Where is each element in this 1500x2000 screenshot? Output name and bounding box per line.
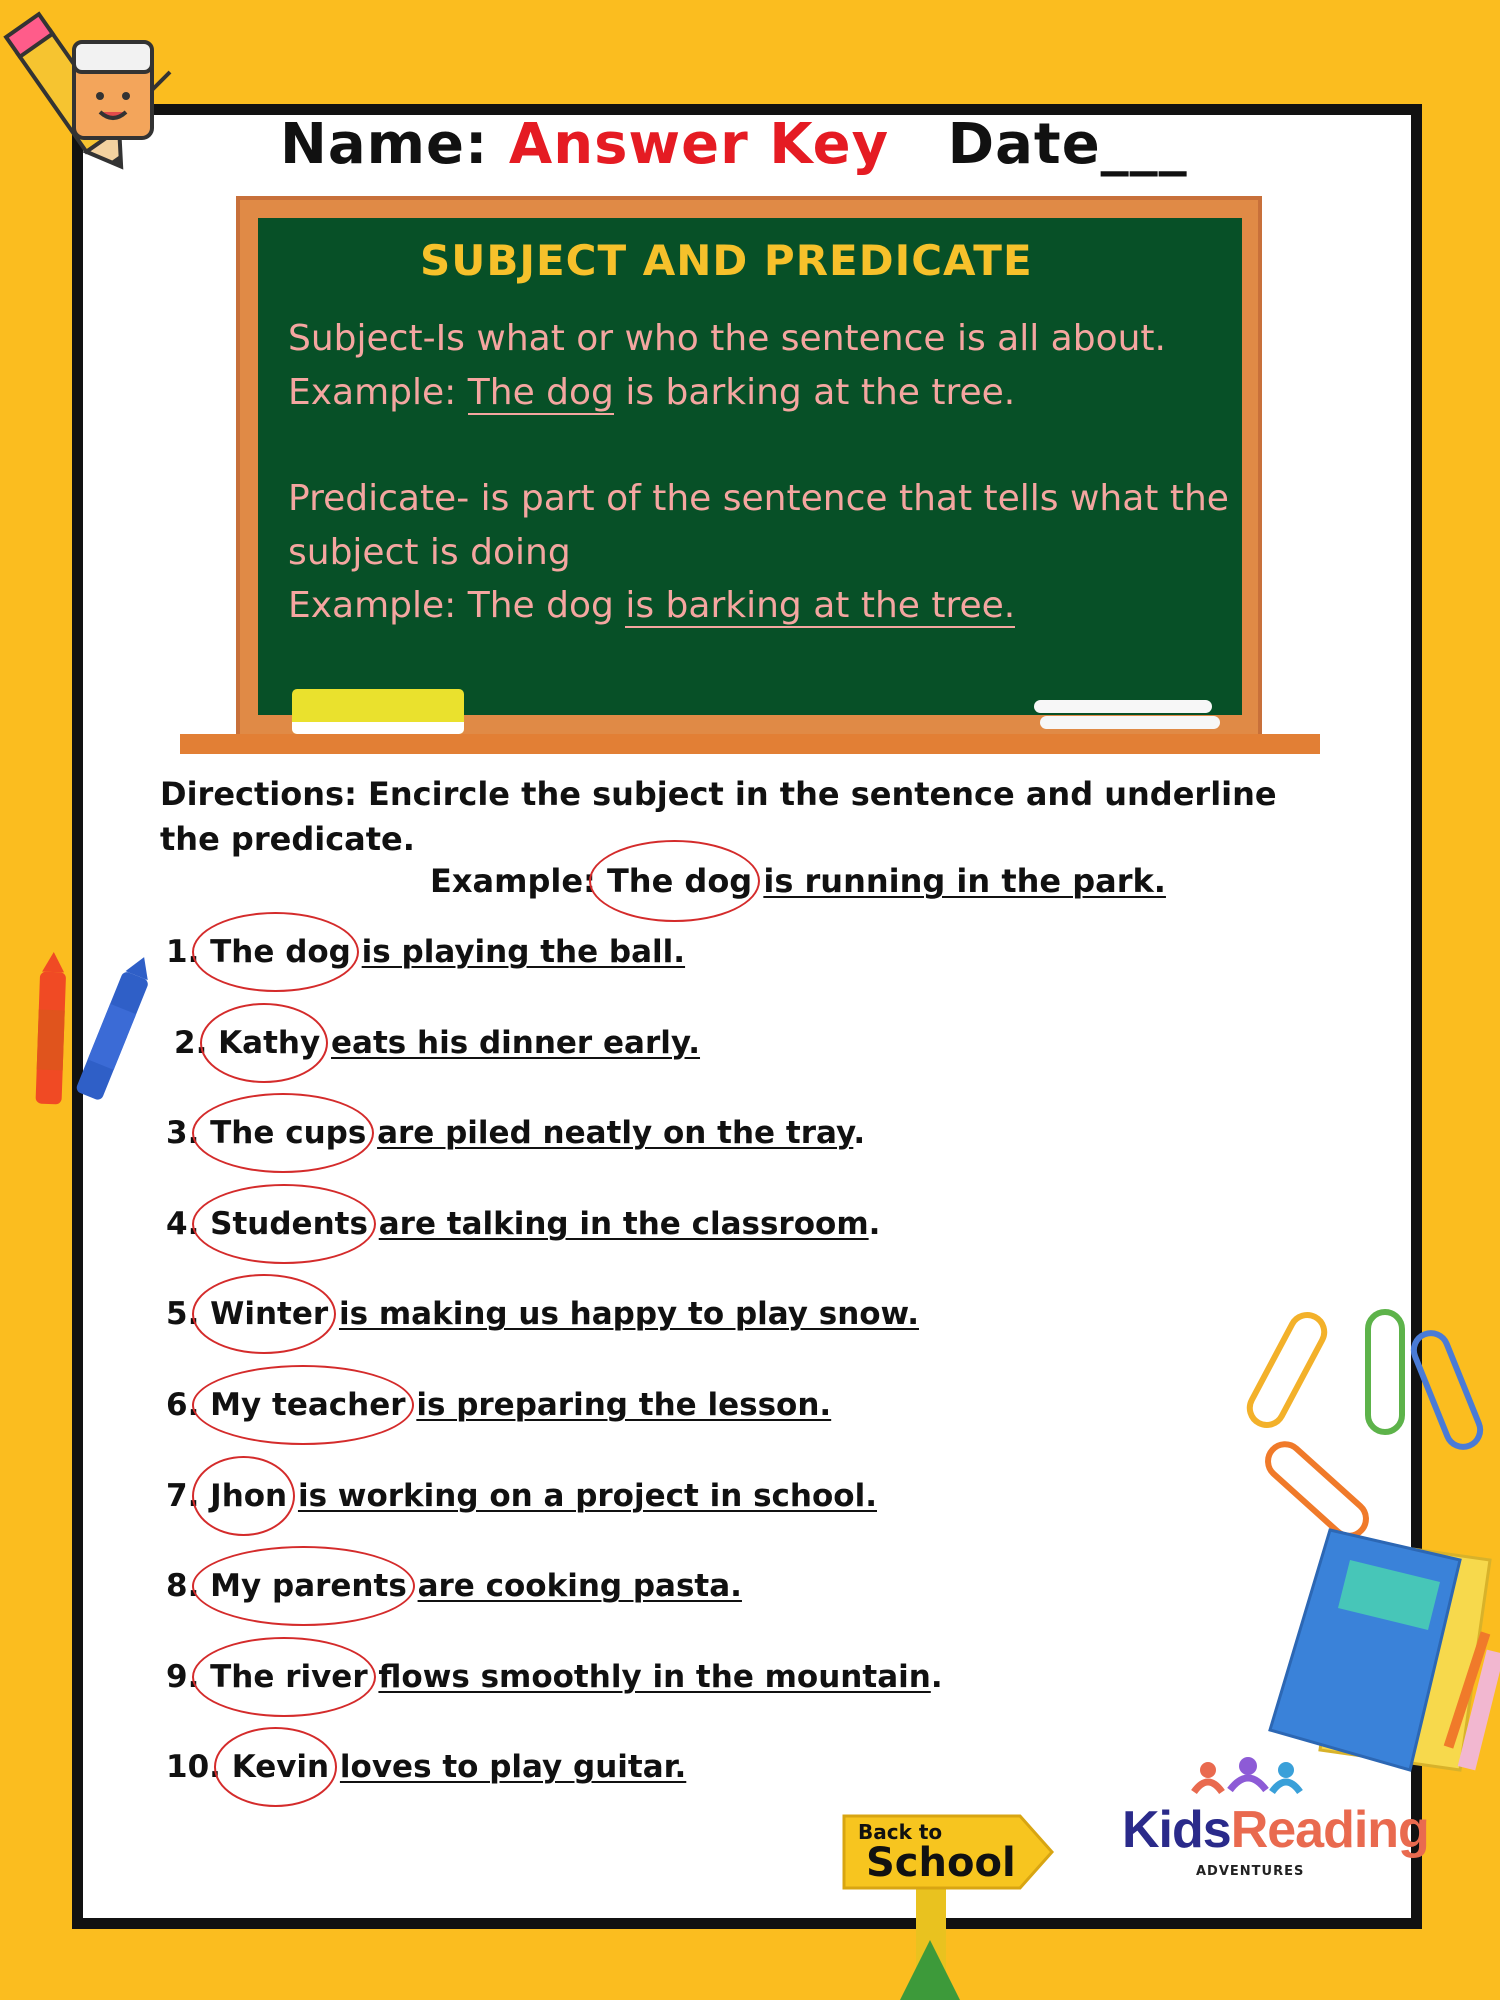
item-predicate: loves to play guitar. [339, 1749, 687, 1786]
example-predicate: is running in the park. [763, 862, 1166, 900]
name-value: Answer Key [508, 112, 890, 177]
item-number: 10. [166, 1749, 221, 1786]
directions: Directions: Encircle the subject in the sentence and underline the predicate. [160, 775, 1277, 858]
kids-logo-icon [1188, 1756, 1308, 1802]
date-label: Date___ [947, 112, 1188, 177]
example-subject: The dog [606, 862, 753, 900]
item-number: 1. [166, 934, 200, 970]
item-number: 8. [166, 1568, 200, 1605]
board-title: SUBJECT AND PREDICATE [420, 236, 1033, 285]
item-end: . [930, 1658, 943, 1695]
item-predicate: are piled neatly on the tray [377, 1115, 854, 1152]
sign-line2: School [866, 1840, 1016, 1886]
sentence-list [166, 934, 943, 1840]
item-subject: My teacher [210, 1386, 406, 1423]
chalkboard [258, 218, 1242, 715]
chalk-stick [1040, 716, 1220, 729]
pencil-eraser-mascot-icon [0, 0, 180, 190]
item-subject: The river [210, 1658, 368, 1695]
predicate-definition-line1: Predicate- is part of the sentence that tells what the [288, 478, 1229, 519]
item-number: 7. [166, 1477, 200, 1514]
item-subject: Jhon [210, 1477, 288, 1514]
item-predicate: is making us happy to play snow. [338, 1296, 919, 1333]
item-subject: Kevin [231, 1749, 330, 1786]
item-predicate: are talking in the classroom [378, 1205, 869, 1242]
crayons-icon [26, 952, 150, 1112]
item-number: 6. [166, 1386, 200, 1423]
item-end: . [853, 1115, 866, 1152]
brand-subtitle: ADVENTURES [1196, 1864, 1305, 1879]
item-predicate: is preparing the lesson. [416, 1386, 832, 1423]
list-item [166, 1387, 943, 1478]
brand-logo [1122, 1800, 1429, 1860]
header [280, 112, 1188, 177]
item-predicate: flows smoothly in the mountain [378, 1658, 931, 1695]
sign-line1: Back to [858, 1820, 943, 1844]
item-number: 9. [166, 1658, 200, 1695]
item-subject: The dog [210, 934, 351, 970]
board-eraser [292, 689, 464, 734]
example-label: Example: [430, 862, 607, 900]
example-sentence [430, 862, 1166, 900]
item-number: 3. [166, 1115, 200, 1152]
item-subject: The cups [210, 1115, 367, 1152]
item-subject: Students [210, 1205, 368, 1242]
item-number: 4. [166, 1205, 200, 1242]
subject-example-rest: is barking at the tree. [613, 372, 1016, 413]
chalkboard-ledge [180, 734, 1320, 754]
item-predicate: are cooking pasta. [417, 1568, 742, 1605]
item-number: 5. [166, 1296, 200, 1333]
name-label: Name: [280, 112, 489, 177]
predicate-example-predicate: is barking at the tree. [625, 585, 1016, 626]
books-icon [1260, 1520, 1500, 1780]
item-predicate: eats his dinner early. [331, 1024, 701, 1061]
predicate-example [288, 585, 1015, 626]
predicate-definition-line2: subject is doing [288, 532, 571, 573]
subject-example [288, 372, 1015, 413]
brand-kids: Kids [1122, 1801, 1231, 1859]
subject-example-prefix: Example: [288, 372, 468, 413]
list-item [166, 1749, 943, 1840]
item-predicate: is playing the ball. [361, 934, 686, 970]
predicate-example-prefix: Example: The dog [288, 585, 626, 626]
item-subject: Winter [210, 1296, 329, 1333]
item-subject: Kathy [218, 1024, 321, 1061]
brand-reading: Reading [1230, 1801, 1429, 1859]
item-number: 2. [174, 1024, 208, 1061]
item-subject: My parents [210, 1568, 407, 1605]
chalk-stick [1034, 700, 1212, 713]
subject-definition: Subject-Is what or who the sentence is all about. [288, 318, 1166, 359]
item-end: . [868, 1205, 881, 1242]
item-predicate: is working on a project in school. [297, 1477, 877, 1514]
subject-example-subject: The dog [467, 372, 614, 413]
